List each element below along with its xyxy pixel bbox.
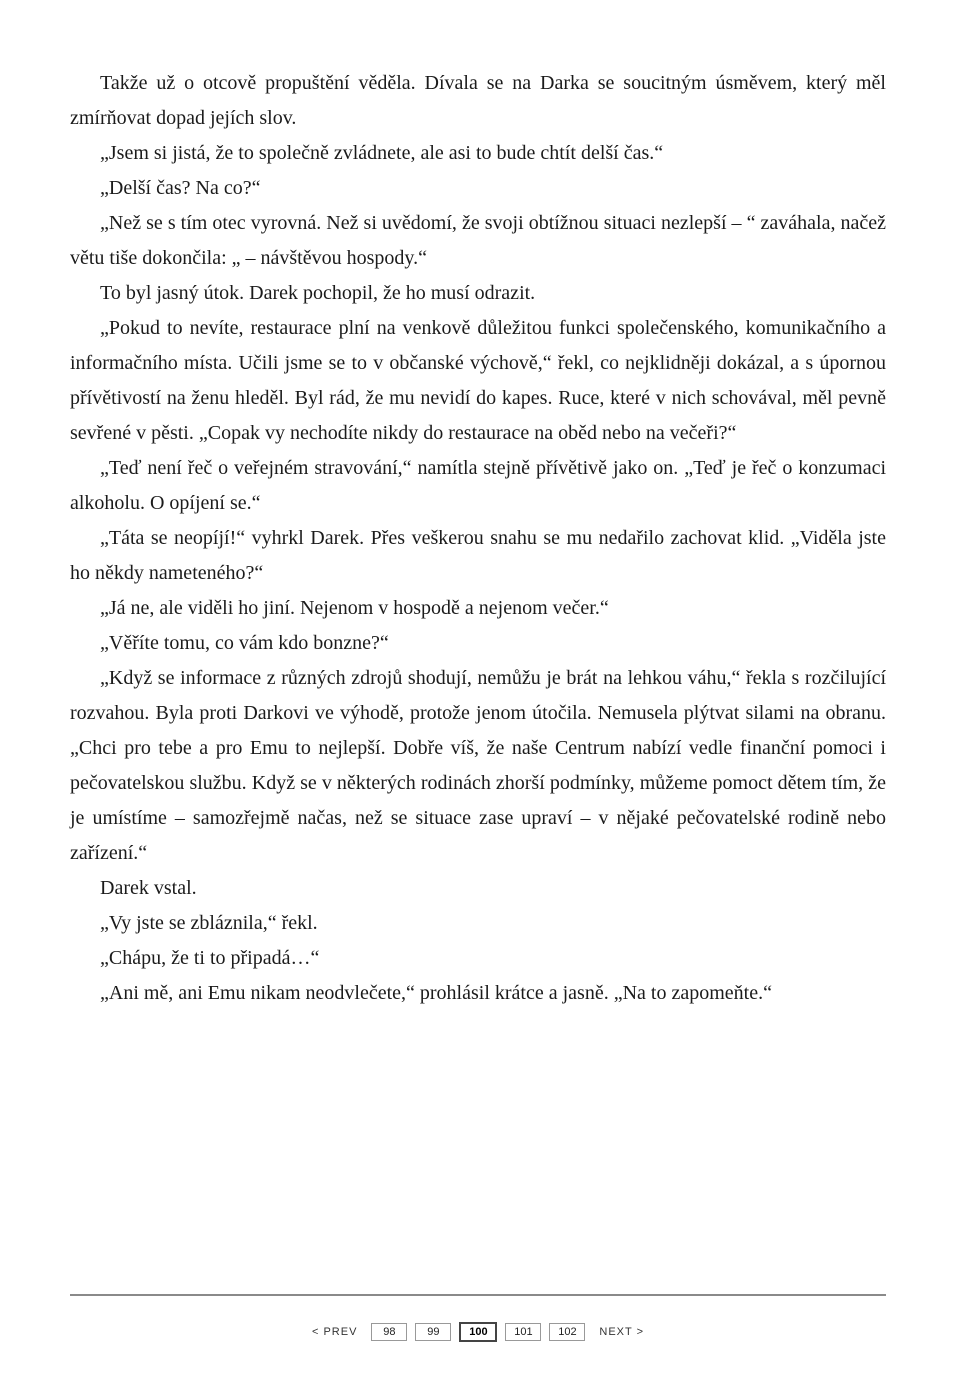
page-number-button-99[interactable]: 99 (415, 1323, 451, 1341)
page-number-button-102[interactable]: 102 (549, 1323, 585, 1341)
paragraph: Takže už o otcově propuštění věděla. Dívala se na Darka se soucitným úsměvem, který měl zmírňovat dopad jejích slov. (70, 72, 886, 129)
prev-button[interactable]: < PREV (311, 1326, 358, 1338)
paragraph: „Já ne, ale viděli ho jiní. Nejenom v hospodě a nejenom večer.“ (100, 597, 609, 619)
paragraph: „Než se s tím otec vyrovná. Než si uvědomí, že svoji obtížnou situaci nezlepší – “ zaváhala, načež větu tiše dokončila: „ – návštěvou hospody.“ (70, 212, 886, 269)
paragraph: To byl jasný útok. Darek pochopil, že ho musí odrazit. (100, 282, 536, 304)
page-number-button-98[interactable]: 98 (371, 1323, 407, 1341)
paragraph: „Vy jste se zbláznila,“ řekl. (100, 912, 318, 934)
paragraph: „Táta se neopíjí!“ vyhrkl Darek. Přes veškerou snahu se mu nedařilo zachovat klid. „Viděla jste ho někdy nameteného?“ (70, 527, 886, 584)
page-number-button-101[interactable]: 101 (505, 1323, 541, 1341)
page-text (70, 66, 886, 1011)
paragraph: „Chápu, že ti to připadá…“ (100, 947, 320, 969)
paragraph: „Teď není řeč o veřejném stravování,“ namítla stejně přívětivě jako on. „Teď je řeč o konzumaci alkoholu. O opíjení se.“ (70, 457, 886, 514)
paragraph: „Pokud to nevíte, restaurace plní na venkově důležitou funkci společenského, komunikačního a informačního místa. Učili jsme se to v občanské výchově,“ řekl, co nejklidněji dokázal, a s úpornou přívětivostí na ženu hleděl. Byl rád, že mu nevidí do kapes. Ruce, které v nich schovával, měl pevně sevřené v pěsti. „Copak vy nechodíte nikdy do restaurace na oběd nebo na večeři?“ (70, 317, 886, 444)
page-number-current-100: 100 (459, 1322, 497, 1342)
paragraph: Darek vstal. (100, 877, 197, 899)
paragraph: „Věříte tomu, co vám kdo bonzne?“ (100, 632, 389, 654)
footer-divider (70, 1294, 886, 1296)
paragraph: „Ani mě, ani Emu nikam neodvlečete,“ prohlásil krátce a jasně. „Na to zapomeňte.“ (100, 982, 772, 1004)
pagination-bar (0, 1322, 956, 1342)
next-button[interactable]: NEXT > (599, 1326, 645, 1338)
paragraph: „Delší čas? Na co?“ (100, 177, 261, 199)
paragraph: „Jsem si jistá, že to společně zvládnete, ale asi to bude chtít delší čas.“ (100, 142, 664, 164)
paragraph: „Když se informace z různých zdrojů shodují, nemůžu je brát na lehkou váhu,“ řekla s rozčilující rozvahou. Byla proti Darkovi ve výhodě, protože jenom útočila. Nemusela plýtvat silami na obranu. „Chci pro tebe a pro Emu to nejlepší. Dobře víš, že naše Centrum nabízí vedle finanční pomoci i pečovatelskou službu. Když se v některých rodinách zhorší podmínky, můžeme pomoct dětem tím, že je umístíme – samozřejmě načas, než se situace zase upraví – v nějaké pečovatelské rodině nebo zařízení.“ (70, 667, 886, 864)
